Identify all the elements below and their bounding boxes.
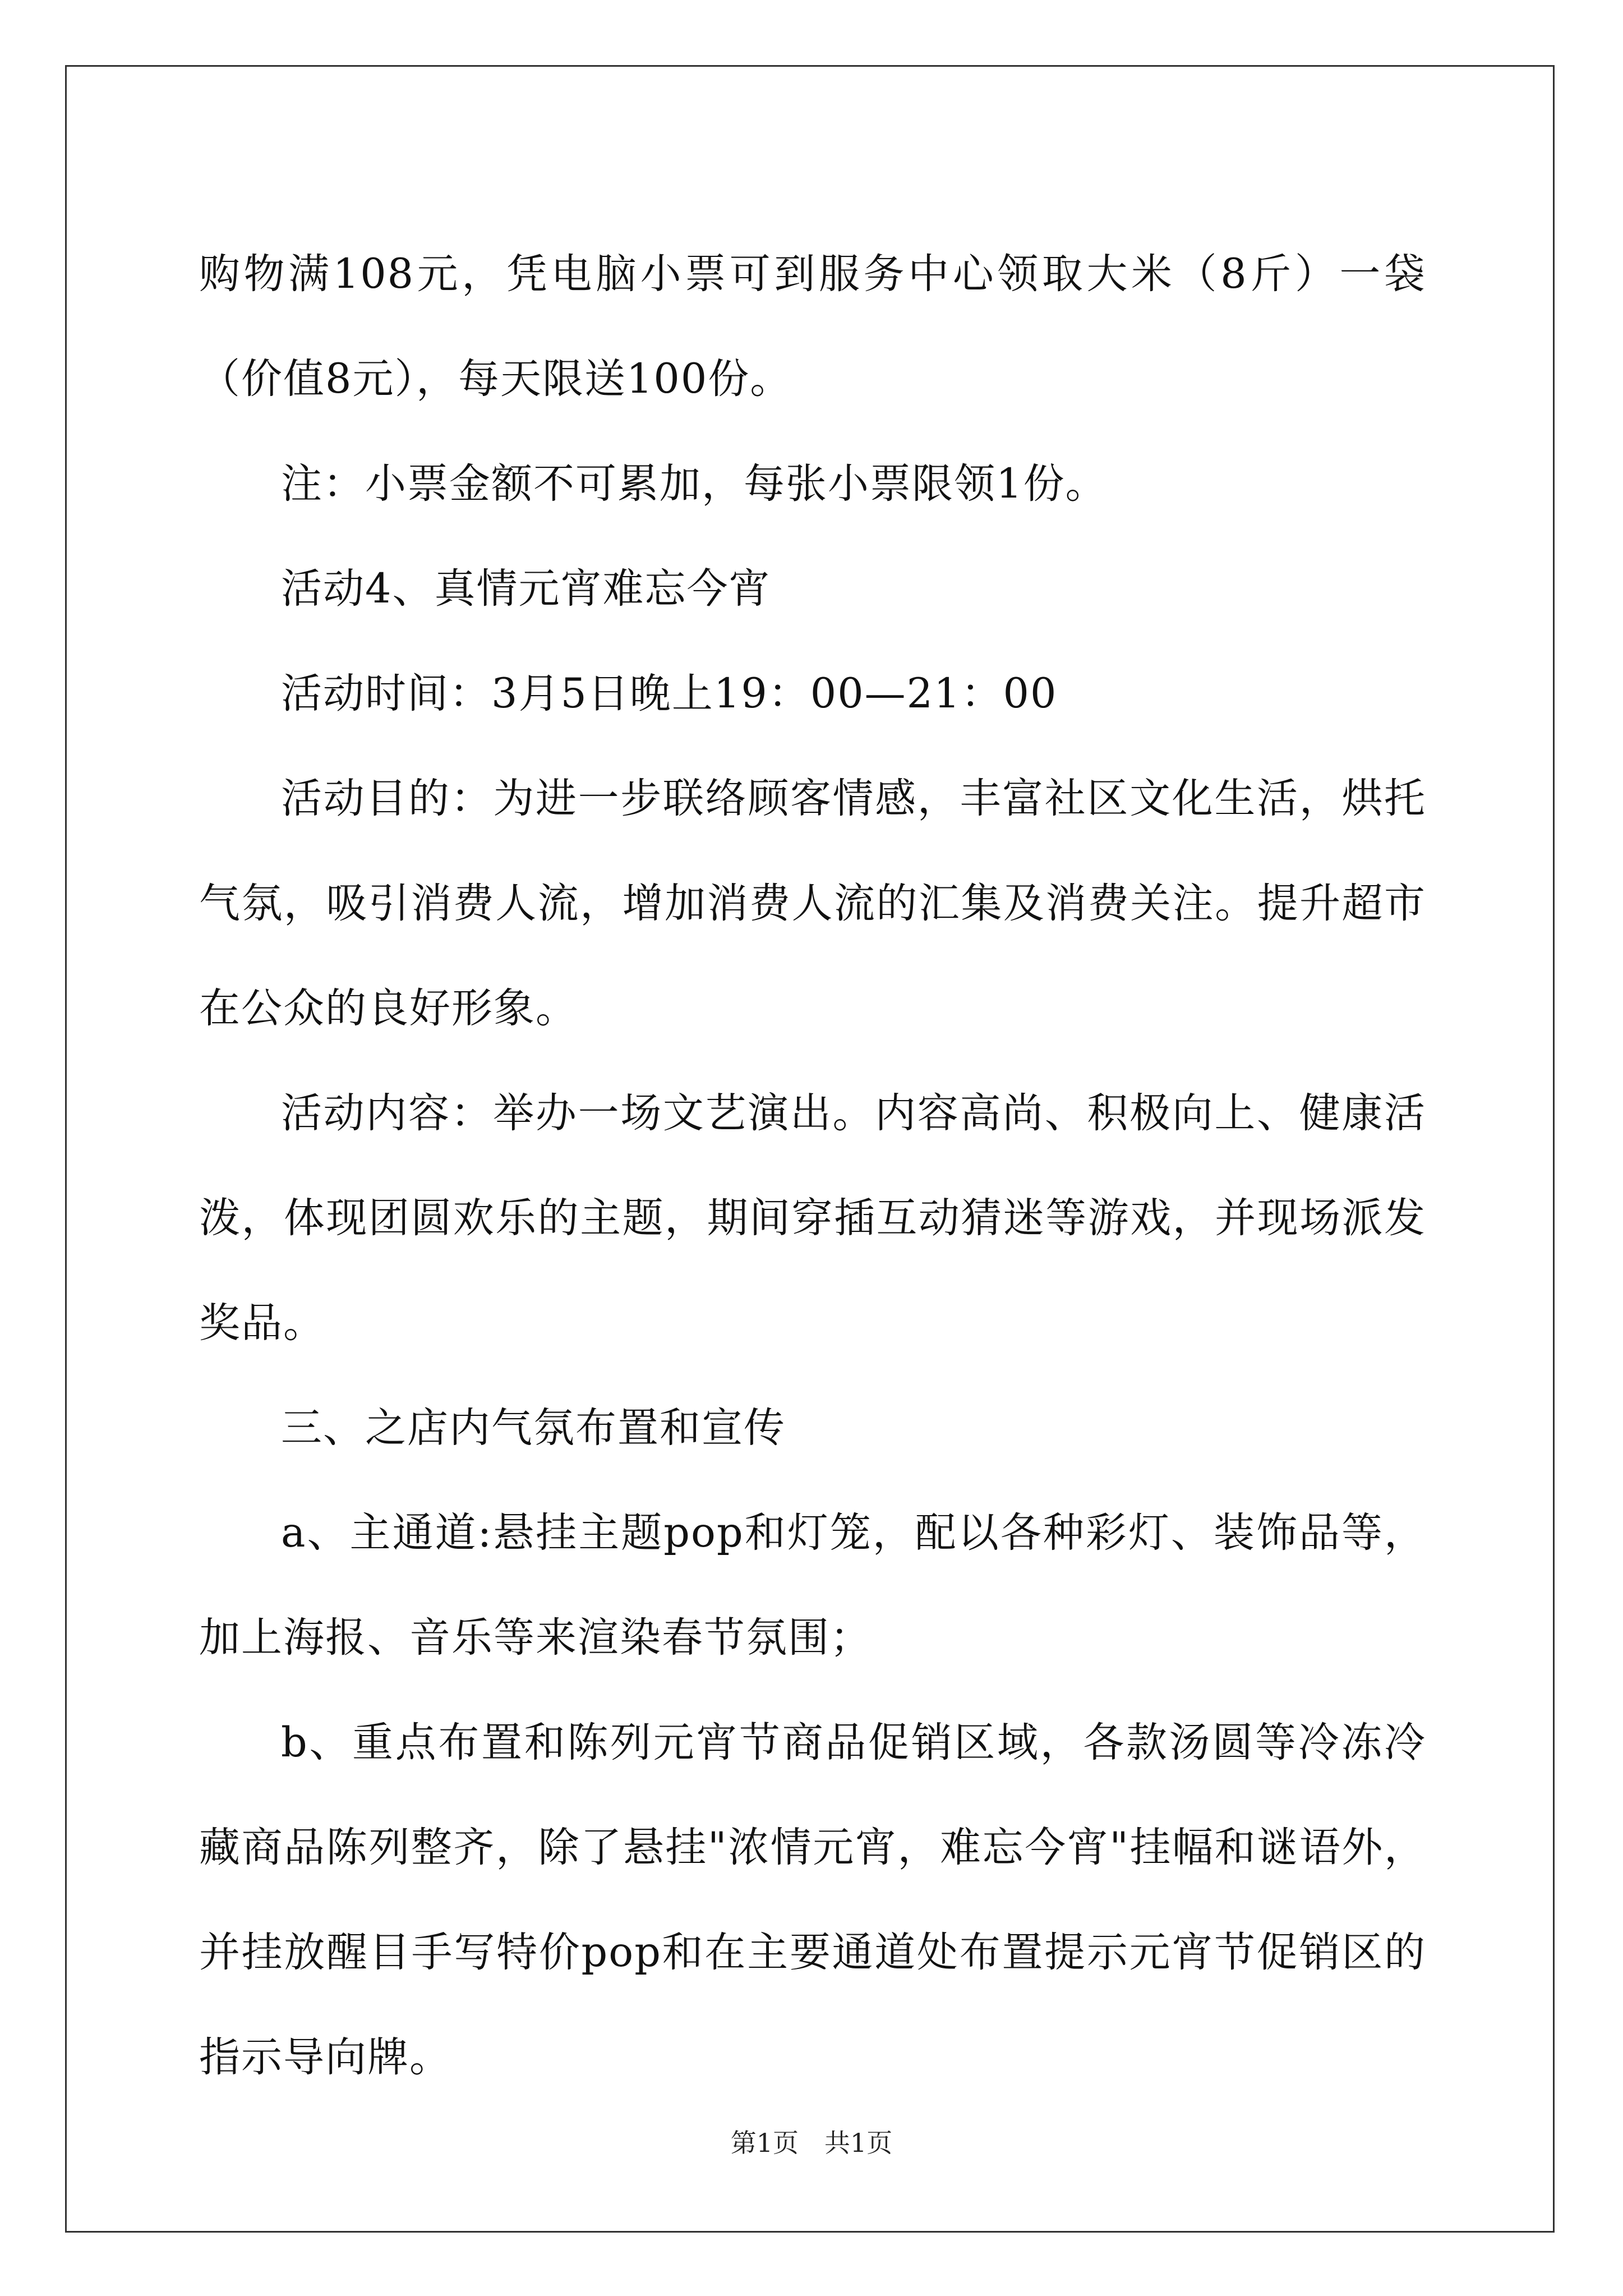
paragraph-5: 活动目的：为进一步联络顾客情感，丰富社区文化生活，烘托气氛，吸引消费人流，增加消费人流的汇集及消费关注。提升超市在公众的良好形象。 bbox=[199, 775, 1426, 1032]
paragraph-2: 注：小票金额不可累加，每张小票限领1份。 bbox=[281, 460, 1108, 508]
paragraph-1: 购物满108元，凭电脑小票可到服务中心领取大米（8斤）一袋（价值8元），每天限送100份。 bbox=[199, 250, 1426, 403]
paragraph-4: 活动时间：3月5日晚上19：00—21：00 bbox=[281, 670, 1058, 717]
page-footer: 第1页 共1页 bbox=[730, 2128, 893, 2158]
paragraph-9: b、重点布置和陈列元宵节商品促销区域，各款汤圆等冷冻冷藏商品陈列整齐，除了悬挂"浓情元宵，难忘今宵"挂幅和谜语外，并挂放醒目手写特价pop和在主要通道处布置提示元宵节促销区的指示导向牌。 bbox=[199, 1719, 1426, 2081]
paragraph-7: 三、之店内气氛布置和宣传 bbox=[281, 1404, 786, 1452]
document-body bbox=[199, 222, 1426, 2110]
paragraph-6: 活动内容：举办一场文艺演出。内容高尚、积极向上、健康活泼，体现团圆欢乐的主题，期间穿插互动猜迷等游戏，并现场派发奖品。 bbox=[199, 1089, 1426, 1347]
paragraph-8: a、主通道:悬挂主题pop和灯笼，配以各种彩灯、装饰品等，加上海报、音乐等来渲染春节氛围； bbox=[199, 1509, 1426, 1662]
paragraph-3: 活动4、真情元宵难忘今宵 bbox=[281, 565, 771, 613]
